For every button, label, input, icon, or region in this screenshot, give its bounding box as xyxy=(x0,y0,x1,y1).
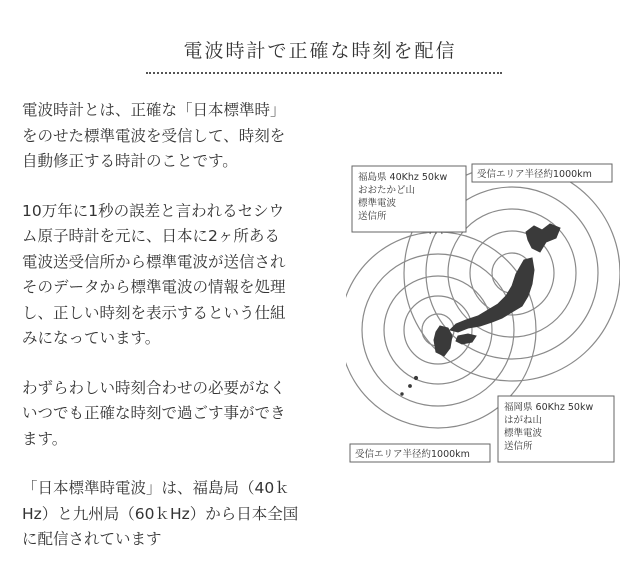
paragraph-benefit: わずらわしい時刻合わせの必要がなく いつでも正確な時刻で過ごす事ができ ます。 xyxy=(22,378,286,448)
body-text xyxy=(22,98,347,577)
fukushima-label-line2: おおたかど山 xyxy=(358,185,416,196)
fukuoka-label-line1: 福岡県 60Khz 50kw xyxy=(504,402,594,413)
fukushima-label-line1: 福島県 40Khz 50kw xyxy=(358,172,448,183)
paragraph-intro: 電波時計とは、正確な「日本標準時」 をのせた標準電波を受信して、時刻を 自動修正する時計のことです。 xyxy=(22,101,286,170)
fukushima-label-line3: 標準電波 xyxy=(358,198,397,209)
fukushima-label-line4: 送信所 xyxy=(358,211,387,222)
japan-map-silhouette xyxy=(401,224,560,395)
page-title: 電波時計で正確な時刻を配信 xyxy=(183,40,457,62)
fukuoka-label-line4: 送信所 xyxy=(504,441,533,452)
title-divider xyxy=(146,72,502,74)
radio-coverage-map xyxy=(346,160,620,470)
fukuoka-label-line3: 標準電波 xyxy=(504,428,543,439)
fukuoka-label-line2: はがね山 xyxy=(504,415,543,426)
range-label-south: 受信エリア半径約1000km xyxy=(355,449,470,460)
paragraph-stations: 「日本標準時電波」は、福島局（40ｋ Hz）と九州局（60ｋHz）から日本全国 に配信されています xyxy=(22,479,299,548)
range-label-north: 受信エリア半径約1000km xyxy=(477,169,592,180)
paragraph-mechanism: 10万年に1秒の誤差と言われるセシウ ム原子時計を元に、日本に2ヶ所ある 電波送受信所から標準電波が送信され そのデータから標準電波の情報を処理 し、正しい時刻を表示するという仕組 みになっています。 xyxy=(22,201,286,347)
